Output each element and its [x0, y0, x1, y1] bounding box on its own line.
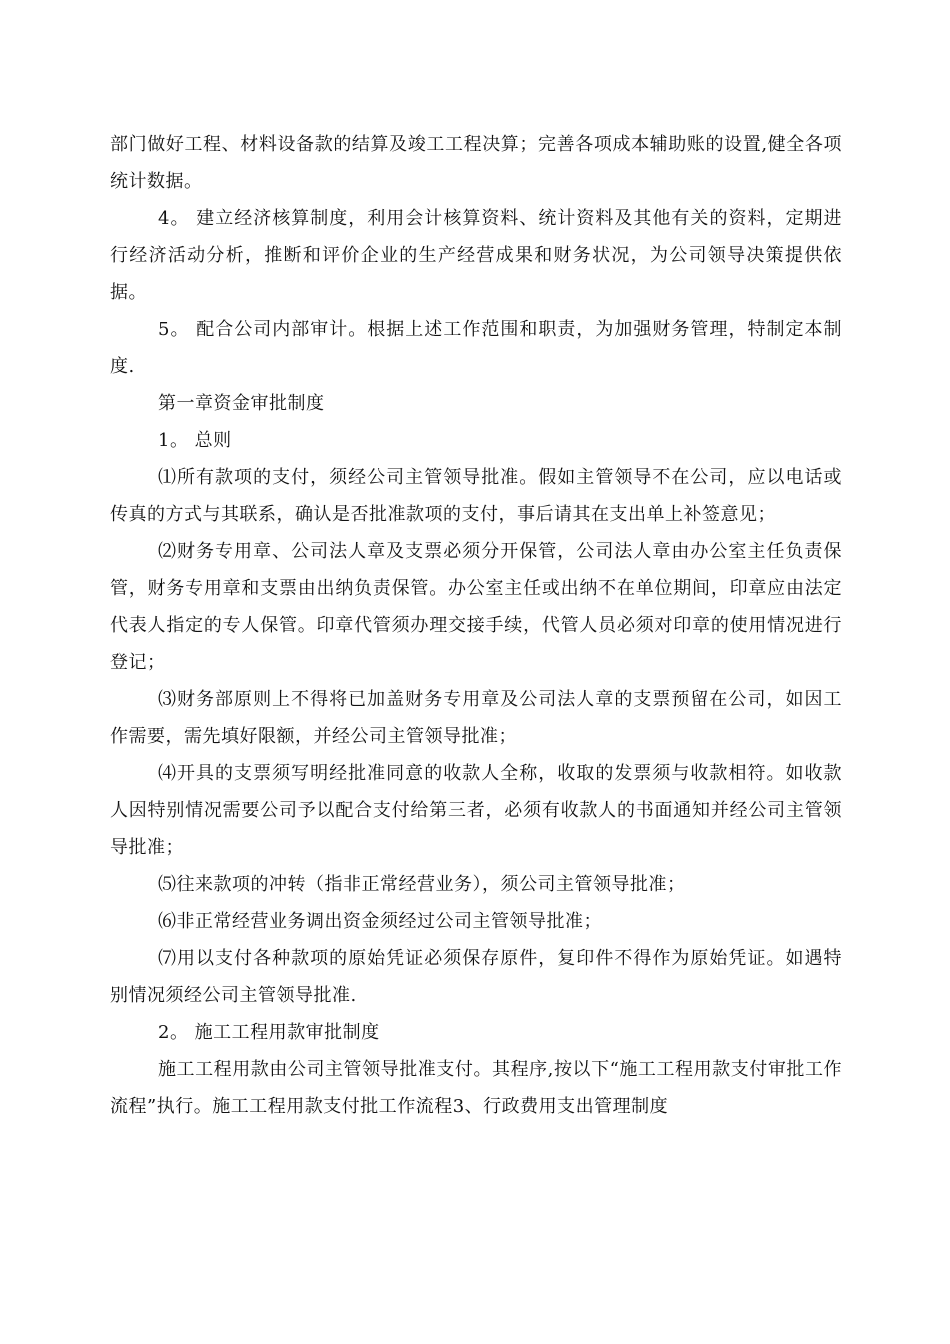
clause-4: ⑷开具的支票须写明经批准同意的收款人全称，收取的发票须与收款相符。如收款人因特别情况需要公司予以配合支付给第三者，必须有收款人的书面通知并经公司主管领导批准； — [110, 763, 842, 858]
clause-2: ⑵财务专用章、公司法人章及支票必须分开保管，公司法人章由办公室主任负责保管，财务专用章和支票由出纳负责保管。办公室主任或出纳不在单位期间，印章应由法定代表人指定的专人保管。印章代管须办理交接手续，代管人员必须对印章的使用情况进行登记； — [110, 541, 842, 673]
paragraph-item-5: 5。 配合公司内部审计。根据上述工作范围和职责，为加强财务管理，特制定本制度. — [110, 319, 842, 377]
clause-1: ⑴所有款项的支付，须经公司主管领导批准。假如主管领导不在公司，应以电话或传真的方式与其联系，确认是否批准款项的支付，事后请其在支出单上补签意见； — [110, 467, 842, 525]
paragraph-item-4: 4。 建立经济核算制度，利用会计核算资料、统计资料及其他有关的资料，定期进行经济活动分析，推断和评价企业的生产经营成果和财务状况，为公司领导决策提供依据。 — [110, 208, 842, 303]
clause-6: ⑹非正常经营业务调出资金须经过公司主管领导批准； — [158, 911, 602, 932]
paragraph-settlement: 部门做好工程、材料设备款的结算及竣工工程决算；完善各项成本辅助账的设置,健全各项统计数据。 — [110, 134, 842, 192]
clause-7: ⑺用以支付各种款项的原始凭证必须保存原件，复印件不得作为原始凭证。如遇特别情况须经公司主管领导批准. — [110, 948, 842, 1006]
clause-5: ⑸往来款项的冲转（指非正常经营业务），须公司主管领导批准； — [158, 874, 686, 895]
section-heading-general: 1。 总则 — [158, 430, 232, 451]
document-body — [110, 126, 842, 1125]
chapter-heading: 第一章资金审批制度 — [158, 393, 325, 414]
paragraph-construction-payment: 施工工程用款由公司主管领导批准支付。其程序,按以下“施工工程用款支付审批工作流程”执行。施工工程用款支付批工作流程3、行政费用支出管理制度 — [110, 1059, 842, 1117]
section-heading-construction: 2。 施工工程用款审批制度 — [158, 1022, 380, 1043]
clause-3: ⑶财务部原则上不得将已加盖财务专用章及公司法人章的支票预留在公司，如因工作需要，需先填好限额，并经公司主管领导批准； — [110, 689, 842, 747]
